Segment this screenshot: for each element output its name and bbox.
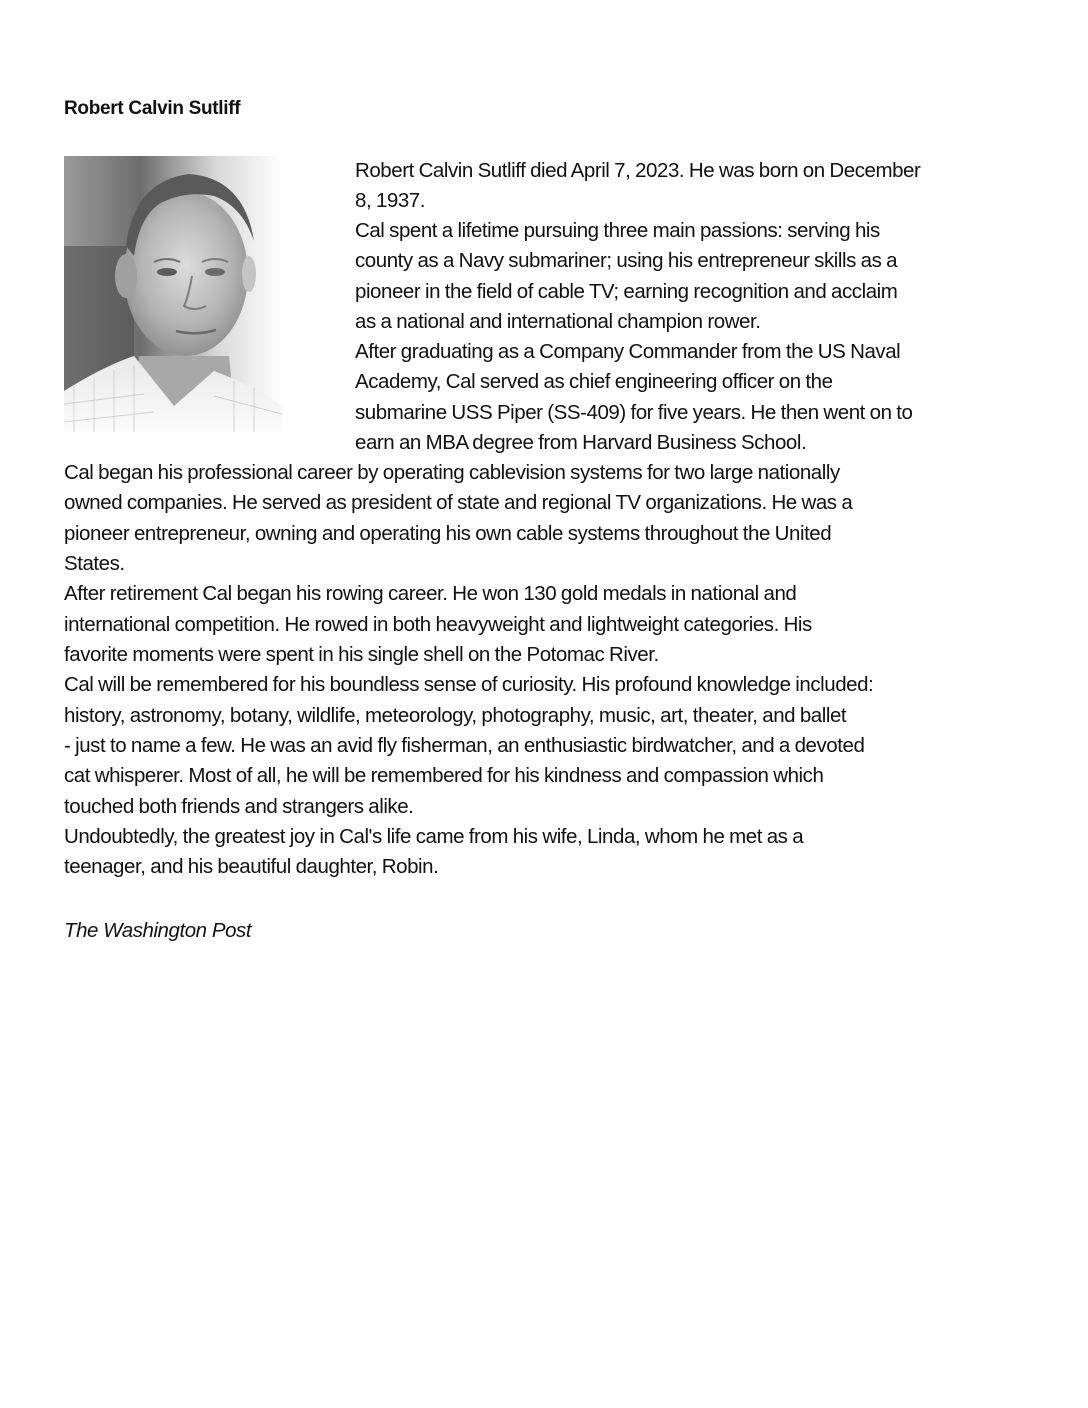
portrait-image	[64, 156, 282, 432]
body-line: teenager, and his beautiful daughter, Robin.	[64, 855, 439, 878]
intro-line: Academy, Cal served as chief engineering officer on the	[355, 370, 833, 393]
intro-line: After graduating as a Company Commander from the US Naval	[355, 340, 901, 363]
intro-line: Robert Calvin Sutliff died April 7, 2023. He was born on December	[355, 159, 921, 182]
body-line: cat whisperer. Most of all, he will be remembered for his kindness and compassion which	[64, 764, 824, 787]
intro-line: 8, 1937.	[355, 189, 425, 212]
source-attribution: The Washington Post	[64, 919, 252, 942]
intro-line: county as a Navy submariner; using his entrepreneur skills as a	[355, 249, 898, 272]
body-line: - just to name a few. He was an avid fly fisherman, an enthusiastic birdwatcher, and a devoted	[64, 734, 865, 757]
intro-line: as a national and international champion rower.	[355, 310, 761, 333]
body-line: Undoubtedly, the greatest joy in Cal's life came from his wife, Linda, whom he met as a	[64, 825, 804, 848]
body-line: international competition. He rowed in both heavyweight and lightweight categories. His	[64, 613, 812, 636]
body-line: favorite moments were spent in his single shell on the Potomac River.	[64, 643, 659, 666]
intro-line: earn an MBA degree from Harvard Business School.	[355, 431, 807, 454]
portrait-photo	[64, 156, 282, 432]
body-line: After retirement Cal began his rowing career. He won 130 gold medals in national and	[64, 582, 797, 605]
body-line: Cal will be remembered for his boundless sense of curiosity. His profound knowledge included:	[64, 673, 874, 696]
body-line: States.	[64, 552, 125, 575]
body-line: Cal began his professional career by operating cablevision systems for two large nationally	[64, 461, 840, 484]
intro-line: pioneer in the field of cable TV; earning recognition and acclaim	[355, 280, 898, 303]
body-line: history, astronomy, botany, wildlife, meteorology, photography, music, art, theater, and ballet	[64, 704, 847, 727]
body-line: touched both friends and strangers alike.	[64, 795, 414, 818]
intro-line: Cal spent a lifetime pursuing three main passions: serving his	[355, 219, 880, 242]
body-line: owned companies. He served as president of state and regional TV organizations. He was a	[64, 491, 853, 514]
intro-line: submarine USS Piper (SS-409) for five years. He then went on to	[355, 401, 913, 424]
obituary-title: Robert Calvin Sutliff	[64, 98, 241, 119]
body-line: pioneer entrepreneur, owning and operating his own cable systems throughout the United	[64, 522, 832, 545]
